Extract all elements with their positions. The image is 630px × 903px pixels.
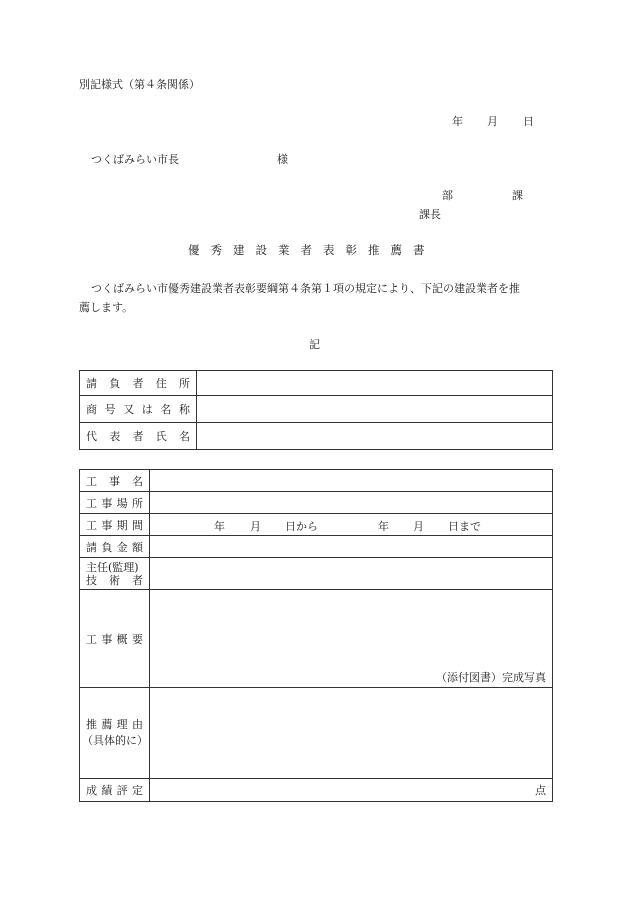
table-row [80,514,553,536]
overview-label: 工 事 概 要 [80,590,150,688]
chief-engineer-field[interactable] [150,558,553,590]
date-year: 年 [452,115,463,128]
table-row [80,470,553,492]
reason-field[interactable] [150,688,553,779]
table-row [80,423,553,450]
table-row [80,779,553,802]
contractor-address-field[interactable] [197,371,553,396]
table-row [80,688,553,779]
table-row [80,590,553,688]
table-row [80,396,553,423]
ki-label: 記 [309,338,320,351]
contractor-table [79,370,553,450]
overview-field[interactable] [150,590,553,688]
project-table [79,469,553,802]
addressee-honorific: 様 [277,153,288,166]
form-label: 別記様式（第４条関係） [79,78,200,91]
evaluation-field[interactable] [150,779,553,802]
overview-attachment-note: （添付図書）完成写真 [436,671,546,684]
representative-label: 代 表 者 氏 名 [80,423,197,450]
contract-amount-field[interactable] [150,536,553,558]
construction-site-label: 工 事 場 所 [80,492,150,514]
period-end-day: 日まで [448,520,481,533]
construction-period-field[interactable] [150,514,553,536]
contract-amount-label: 請 負 金 額 [80,536,150,558]
table-row [80,371,553,396]
table-row [80,558,553,590]
period-end-month: 月 [413,520,424,533]
construction-period-label: 工 事 期 間 [80,514,150,536]
construction-name-label: 工 事 名 [80,470,150,492]
reason-label: 推 薦 理 由 （具体的に） [80,688,150,779]
contractor-address-label: 請 負 者 住 所 [80,371,197,396]
period-start-day: 日から [285,520,318,533]
period-start-month: 月 [250,520,261,533]
period-end-year: 年 [378,520,389,533]
evaluation-unit: 点 [535,784,546,797]
construction-name-field[interactable] [150,470,553,492]
construction-site-field[interactable] [150,492,553,514]
table-row [80,536,553,558]
date-day: 日 [523,115,534,128]
chief-engineer-label: 主任(監理) 技 術 者 [80,558,150,590]
evaluation-label: 成 績 評 定 [80,779,150,802]
representative-field[interactable] [197,423,553,450]
sender-dept: 部 [442,189,453,202]
body-text-line1: つくばみらい市優秀建設業者表彰要綱第４条第１項の規定により、下記の建設業者を推 [91,282,520,295]
company-name-label: 商 号 又 は 名 称 [80,396,197,423]
date-month: 月 [487,115,498,128]
document-title: 優秀建設業者表彰推薦書 [188,243,436,257]
body-text-line2: 薦します。 [79,301,134,314]
table-row [80,492,553,514]
addressee-name: つくばみらい市長 [91,153,179,166]
sender-section: 課 [512,189,523,202]
company-name-field[interactable] [197,396,553,423]
sender-chief: 課長 [419,208,441,221]
period-start-year: 年 [214,520,225,533]
